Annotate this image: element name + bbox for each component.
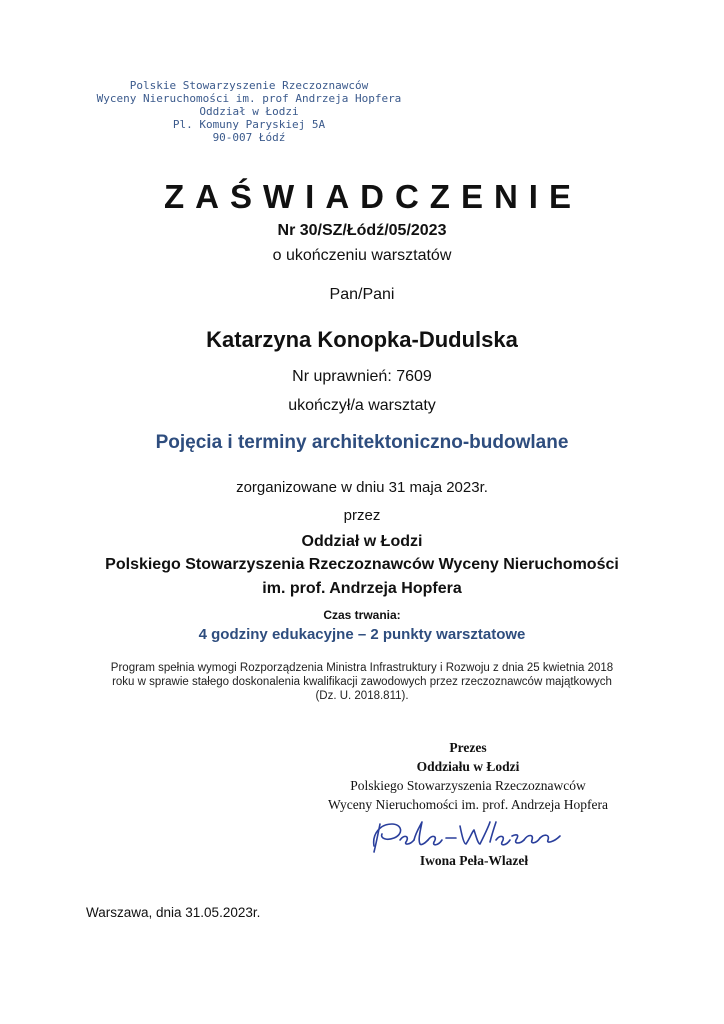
letterhead-line: Pl. Komuny Paryskiej 5A [172, 118, 326, 131]
organizer-line: Polskiego Stowarzyszenia Rzeczoznawców Wyceny Nieruchomości [105, 556, 619, 573]
document-title: ZAŚWIADCZENIE [164, 178, 582, 215]
signatory-name: Iwona Peła-Wlazeł [419, 853, 529, 868]
completion-statement: ukończył/a warsztaty [288, 397, 436, 414]
letterhead-line: Wyceny Nieruchomości im. prof Andrzeja Hopfera [96, 92, 402, 105]
duration-label: Czas trwania: [323, 608, 401, 622]
signatory-org-line: Polskiego Stowarzyszenia Rzeczoznawców [350, 778, 586, 793]
signatory-role: Prezes [449, 740, 487, 755]
duration-value: 4 godziny edukacyjne – 2 punkty warsztatowe [198, 626, 526, 643]
signatory-org-line: Wyceny Nieruchomości im. prof. Andrzeja Hopfera [328, 797, 608, 812]
program-note-line: (Dz. U. 2018.811). [315, 690, 409, 702]
certificate-number: Nr 30/SZ/Łódź/05/2023 [277, 222, 447, 239]
program-note-line: Program spełnia wymogi Rozporządzenia Ministra Infrastruktury i Rozwoju z dnia 25 kwietnia 2018 [110, 662, 614, 674]
program-note [0, 661, 724, 703]
workshop-title: Pojęcia i terminy architektoniczno-budowlane [155, 432, 569, 453]
recipient-name: Katarzyna Konopka-Dudulska [206, 327, 518, 352]
certificate-subtitle: o ukończeniu warsztatów [272, 247, 452, 264]
salutation: Pan/Pani [329, 286, 395, 303]
letterhead-line: Polskie Stowarzyszenie Rzeczoznawców [129, 79, 369, 92]
license-number: Nr uprawnień: 7609 [292, 368, 432, 385]
program-note-line: roku w sprawie stałego doskonalenia kwalifikacji zawodowych przez rzeczoznawców majątkowych [112, 676, 612, 688]
signatory-unit: Oddziału w Łodzi [416, 759, 520, 774]
place-and-date: Warszawa, dnia 31.05.2023r. [86, 905, 261, 920]
handwritten-signature [366, 812, 576, 856]
organizer-line: Oddział w Łodzi [301, 533, 423, 550]
signatory-block [296, 738, 640, 814]
signature-strokes [374, 822, 560, 852]
letterhead-line: Oddział w Łodzi [199, 105, 299, 118]
issuer-letterhead [80, 79, 418, 144]
organizer-line: im. prof. Andrzeja Hopfera [262, 580, 462, 597]
workshop-date: zorganizowane w dniu 31 maja 2023r. [236, 479, 488, 496]
letterhead-line: 90-007 Łódź [212, 131, 286, 144]
by-label: przez [343, 507, 381, 524]
